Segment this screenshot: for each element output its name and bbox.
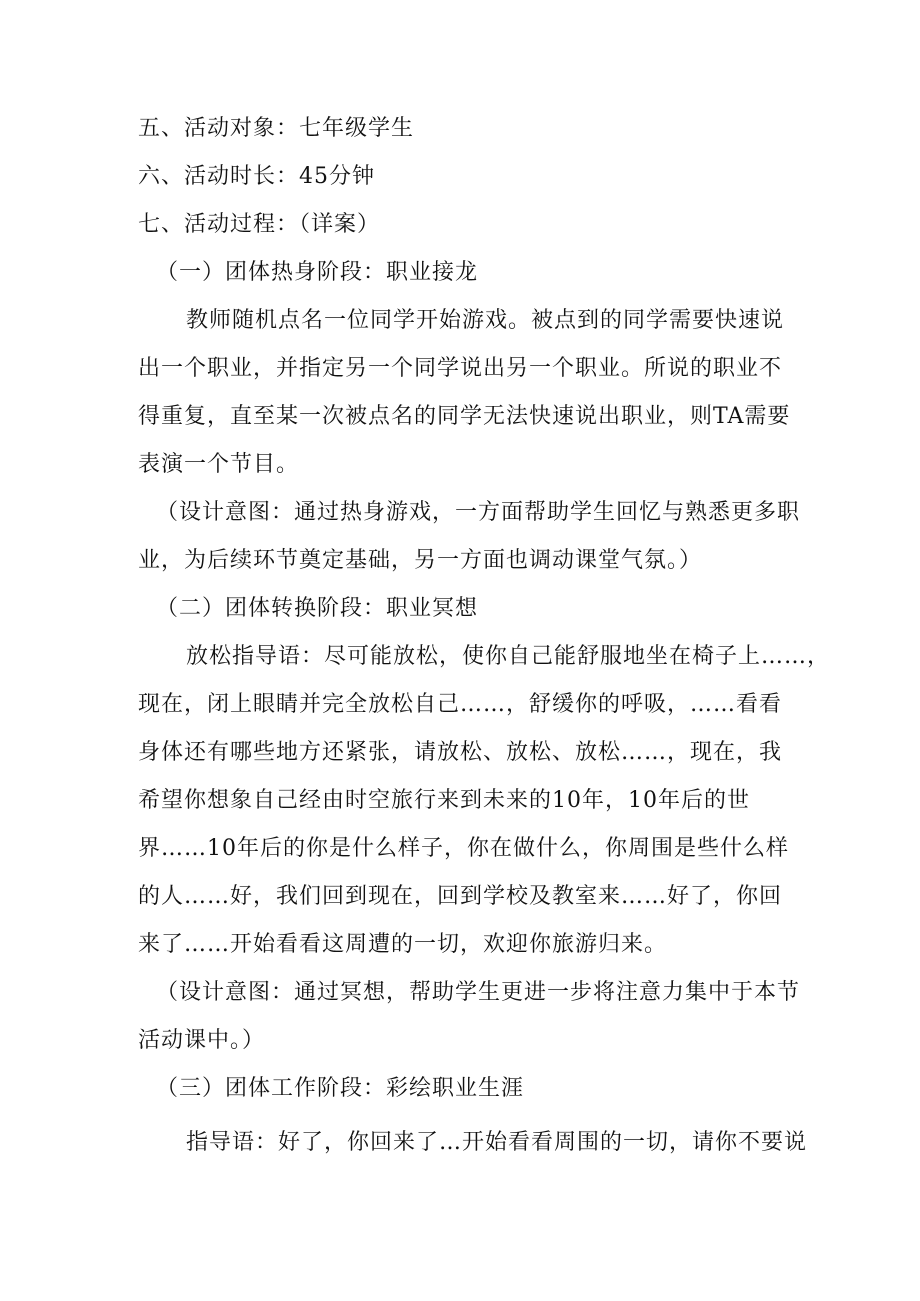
design-intent-line: 业，为后续环节奠定基础，另一方面也调动课堂气氛。） [138, 548, 703, 573]
section-seven-heading: 七、活动过程：（详案） [138, 212, 381, 237]
design-intent-line: （设计意图：通过冥想，帮助学生更进一步将注意力集中于本节 [156, 980, 801, 1005]
paragraph-line: 表演一个节目。 [138, 452, 300, 477]
subsection-one-heading: （一）团体热身阶段：职业接龙 [156, 260, 479, 285]
paragraph-line: 界……10年后的你是什么样子，你在做什么，你周围是些什么样 [138, 836, 789, 861]
design-intent-line: 活动课中。） [138, 1028, 266, 1053]
subsection-three-heading: （三）团体工作阶段：彩绘职业生涯 [156, 1076, 525, 1101]
paragraph-line: 教师随机点名一位同学开始游戏。被点到的同学需要快速说 [186, 308, 785, 333]
paragraph-line: 来了……开始看看这周遭的一切，欢迎你旅游归来。 [138, 932, 668, 957]
paragraph-line: 希望你想象自己经由时空旅行来到未来的10年，10年后的世 [138, 788, 750, 813]
paragraph-line: 的人……好，我们回到现在，回到学校及教室来……好了，你回 [138, 884, 783, 909]
section-six-heading: 六、活动时长：45分钟 [138, 164, 375, 189]
paragraph-line: 出一个职业，并指定另一个同学说出另一个职业。所说的职业不 [138, 356, 783, 381]
design-intent-line: （设计意图：通过热身游戏，一方面帮助学生回忆与熟悉更多职 [156, 500, 801, 525]
paragraph-line: 现在，闭上眼睛并完全放松自己……，舒缓你的呼吸，……看看 [138, 692, 783, 717]
paragraph-line: 放松指导语：尽可能放松，使你自己能舒服地坐在椅子上……， [186, 644, 831, 669]
subsection-two-heading: （二）团体转换阶段：职业冥想 [156, 596, 479, 621]
paragraph-line: 身体还有哪些地方还紧张，请放松、放松、放松……，现在，我 [138, 740, 783, 765]
section-five-heading: 五、活动对象：七年级学生 [138, 116, 415, 141]
paragraph-line: 指导语：好了，你回来了…开始看看周围的一切，请你不要说 [186, 1130, 808, 1155]
paragraph-line: 得重复，直至某一次被点名的同学无法快速说出职业，则TA需要 [138, 404, 791, 429]
